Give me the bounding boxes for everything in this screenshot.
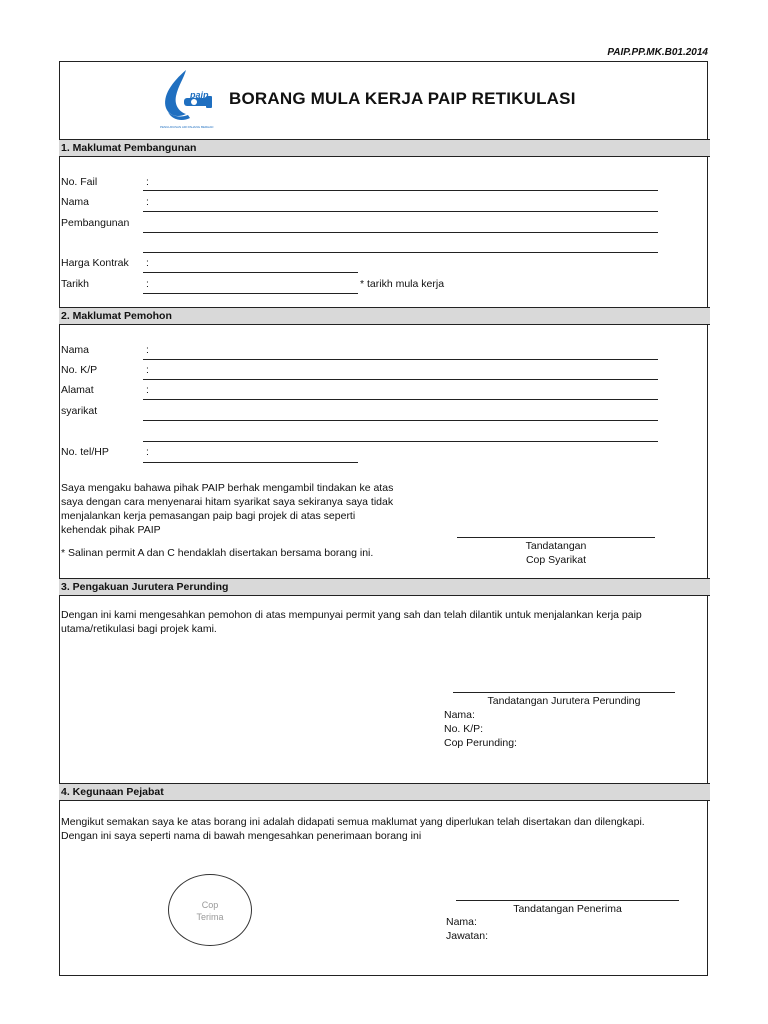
signature-label-penerima: Tandatangan Penerima	[513, 903, 622, 915]
section-2-header: 2. Maklumat Pemohon	[59, 307, 710, 325]
alamat-field-line-3[interactable]	[143, 441, 658, 442]
label-harga-kontrak: Harga Kontrak	[61, 257, 129, 269]
no-fail-field[interactable]	[143, 190, 658, 191]
harga-kontrak-field[interactable]	[143, 272, 358, 273]
colon: :	[146, 176, 149, 188]
paip-logo	[158, 68, 224, 130]
form-reference-code: PAIP.PP.MK.B01.2014	[607, 47, 708, 58]
tarikh-note: * tarikh mula kerja	[360, 278, 445, 290]
jurutera-no-kp: No. K/P:	[444, 723, 484, 735]
colon: :	[146, 278, 149, 290]
pengakuan-text	[61, 608, 701, 636]
declaration-line: Saya mengaku bahawa pihak PAIP berhak mengambil tindakan ke atas	[61, 482, 394, 494]
label-no-tel: No. tel/HP	[61, 446, 109, 458]
declaration-line: kehendak pihak PAIP	[61, 524, 161, 536]
label-no-fail: No. Fail	[61, 176, 98, 188]
alamat-field-line-1[interactable]	[143, 399, 658, 400]
signature-line-jurutera[interactable]	[453, 692, 675, 693]
pengakuan-line: Dengan ini kami mengesahkan pemohon di atas mempunyai permit yang sah dan telah dilantik untuk menjalankan kerja paip	[61, 609, 642, 621]
colon: :	[146, 364, 149, 376]
label-nama-pemohon: Nama	[61, 344, 90, 356]
colon: :	[146, 196, 149, 208]
section-1-header: 1. Maklumat Pembangunan	[59, 139, 710, 157]
section-3-header: 3. Pengakuan Jurutera Perunding	[59, 578, 710, 596]
colon: :	[146, 446, 149, 458]
permit-note: * Salinan permit A dan C hendaklah disertakan bersama borang ini.	[61, 547, 374, 559]
nama-pembangunan-field[interactable]	[143, 211, 658, 212]
stamp-text: Cop	[201, 900, 219, 910]
pembangunan-field-line-2[interactable]	[143, 252, 658, 253]
pembangunan-field-line-1[interactable]	[143, 232, 658, 233]
pengakuan-line: utama/retikulasi bagi projek kami.	[61, 623, 217, 635]
alamat-field-line-2[interactable]	[143, 420, 658, 421]
kegunaan-line: Mengikut semakan saya ke atas borang ini adalah didapati semua maklumat yang diperlukan telah disertakan dan dilengkapi.	[61, 816, 645, 828]
jurutera-nama: Nama:	[444, 709, 475, 721]
nama-pemohon-field[interactable]	[143, 359, 658, 360]
label-syarikat: syarikat	[61, 405, 98, 417]
kegunaan-text	[61, 815, 706, 843]
signature-line-pemohon[interactable]	[457, 537, 655, 538]
label-nama-pembangunan: Nama	[61, 196, 90, 208]
declaration-line: saya dengan cara menyenarai hitam syarikat saya sekiranya saya tidak	[61, 496, 394, 508]
signature-line-penerima[interactable]	[456, 900, 679, 901]
stamp-text: Terima	[196, 912, 224, 922]
declaration-line: menjalankan kerja pemasangan paip bagi projek di atas seperti	[61, 510, 356, 522]
logo-caption: PENGURUSAN AIR PAHANG BERHAD	[160, 125, 214, 129]
section-4-header: 4. Kegunaan Pejabat	[59, 783, 710, 801]
signature-label-jurutera: Tandatangan Jurutera Perunding	[487, 695, 641, 707]
colon: :	[146, 257, 149, 269]
label-pembangunan: Pembangunan	[61, 217, 130, 229]
tarikh-field[interactable]	[143, 293, 358, 294]
cop-label: Cop Syarikat	[525, 554, 587, 566]
penerima-jawatan: Jawatan:	[446, 930, 489, 942]
jurutera-cop: Cop Perunding:	[444, 737, 517, 749]
label-no-kp: No. K/P	[61, 364, 98, 376]
colon: :	[146, 344, 149, 356]
label-alamat: Alamat	[61, 384, 94, 396]
declaration-text	[61, 481, 431, 537]
paip-logo-icon	[158, 68, 224, 130]
kegunaan-line: Dengan ini saya seperti nama di bawah mengesahkan penerimaan borang ini	[61, 830, 422, 842]
logo-text: paip	[190, 90, 209, 100]
sign-label: Tandatangan	[525, 540, 587, 552]
label-tarikh: Tarikh	[61, 278, 90, 290]
cop-terima-stamp	[168, 874, 252, 946]
no-tel-field[interactable]	[143, 462, 358, 463]
signature-label-pemohon	[457, 539, 655, 567]
penerima-nama: Nama:	[446, 916, 477, 928]
colon: :	[146, 384, 149, 396]
no-kp-field[interactable]	[143, 379, 658, 380]
form-title: BORANG MULA KERJA PAIP RETIKULASI	[229, 89, 576, 108]
